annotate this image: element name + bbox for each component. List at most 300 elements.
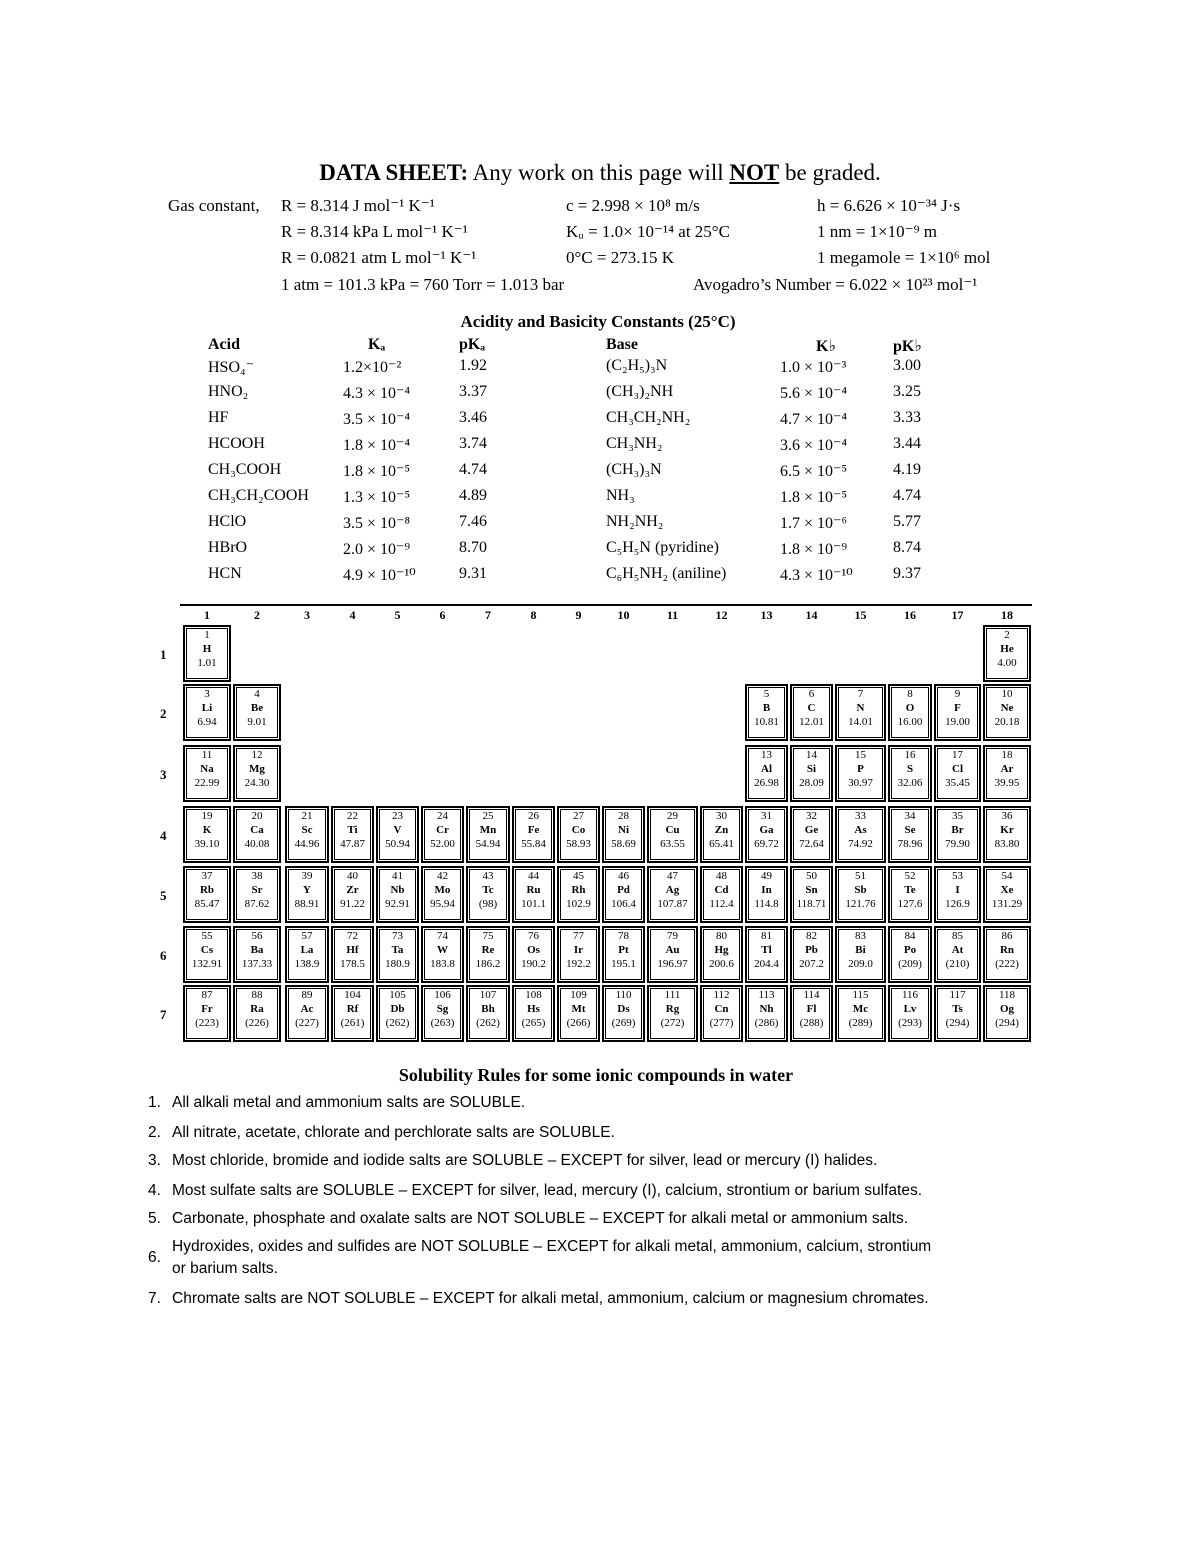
element-symbol: F [954,702,961,714]
period-label: 1 [160,647,167,662]
acid-base-ka: 2.0 × 10⁻⁹ [343,541,411,558]
atomic-mass: 63.55 [660,838,685,850]
element-cell [983,745,1031,802]
acid-base-pkb: 3.33 [893,409,921,426]
acid-base-ka: 1.2×10⁻² [343,359,402,376]
acid-base-pka: 4.89 [459,487,487,504]
atomic-mass: 195.1 [611,958,636,970]
atomic-mass: 114.8 [754,898,779,910]
group-label: 2 [254,608,260,622]
element-symbol: He [1000,643,1014,655]
acid-base-pkb: 4.74 [893,487,921,504]
atomic-mass: 183.8 [430,958,455,970]
atomic-mass: (294) [995,1017,1019,1029]
atomic-mass: 107.87 [657,898,688,910]
element-symbol: Te [904,884,916,896]
atomic-mass: 186.2 [475,958,501,970]
element-cell [983,625,1031,682]
acid-base-pkb: 8.74 [893,539,921,556]
element-symbol: Rb [199,884,215,896]
atomic-mass: 101.1 [521,898,546,910]
element-cell [285,926,329,983]
element-symbol: Se [904,824,916,836]
element-symbol: Na [200,763,214,775]
element-symbol: Rn [999,944,1015,956]
element-symbol: Cs [200,944,214,956]
atomic-number: 79 [667,930,678,942]
acid-base-base: NH₂NH₂ [606,513,664,530]
element-symbol: Mt [571,1003,586,1015]
rule-number: 1. [148,1094,161,1111]
element-cell [983,985,1031,1042]
rule-text: Most chloride, bromide and iodide salts are SOLUBLE – EXCEPT for silver, lead or mercury (I) halides. [172,1152,878,1169]
atomic-mass: 69.72 [754,838,779,850]
element-cell [183,745,231,802]
acid-base-pka: 3.46 [459,409,487,426]
acid-base-kb: 6.5 × 10⁻⁵ [780,463,848,480]
element-symbol: Sc [301,824,313,836]
element-symbol: Zr [346,884,359,896]
element-cell [983,926,1031,983]
acid-base-ka: 1.8 × 10⁻⁵ [343,463,411,480]
atomic-mass: 30.97 [848,777,873,789]
atomic-number: 54 [1001,870,1013,882]
element-symbol: Os [527,944,540,956]
atomic-number: 8 [907,688,913,700]
element-cell [331,866,374,923]
element-cell [700,985,743,1042]
element-cell [466,985,510,1042]
element-cell [835,866,886,923]
group-label: 4 [349,608,356,622]
atomic-number: 53 [952,870,963,882]
acid-base-ka: 1.3 × 10⁻⁵ [343,489,411,506]
acid-base-kb: 3.6 × 10⁻⁴ [780,437,848,454]
atomic-mass: 92.91 [385,898,410,910]
atomic-mass: (286) [754,1017,779,1029]
atomic-number: 23 [392,810,403,822]
element-symbol: Ar [1000,763,1014,775]
element-cell [512,866,555,923]
atomic-mass: (289) [848,1017,873,1029]
element-cell [888,866,932,923]
atomic-mass: 24.30 [244,777,270,789]
atomic-number: 2 [1004,629,1010,641]
atm-conversion: 1 atm = 101.3 kPa = 760 Torr = 1.013 bar [281,275,565,294]
solubility-title: Solubility Rules for some ionic compounds in water [398,1065,794,1085]
atomic-mass: 58.93 [566,838,591,850]
atomic-mass: 4.00 [997,657,1017,669]
rule-text: Chromate salts are NOT SOLUBLE – EXCEPT for alkali metal, ammonium, calcium or magnesium chromates. [172,1290,929,1307]
element-symbol: Si [806,763,817,775]
zero-celsius: 0°C = 273.15 K [566,248,675,267]
atomic-mass: 200.6 [709,958,734,970]
element-cell [512,985,555,1042]
element-cell [745,684,788,741]
element-cell [233,866,281,923]
atomic-number: 26 [528,810,539,822]
element-symbol: Cl [952,763,963,775]
atomic-number: 10 [1001,688,1013,700]
atomic-number: 56 [251,930,263,942]
element-cell [602,866,645,923]
atomic-mass: 88.91 [294,898,320,910]
atomic-number: 87 [201,989,213,1001]
element-cell [983,806,1031,863]
atomic-mass: 14.01 [848,716,873,728]
element-cell [376,866,419,923]
element-symbol: K [202,824,212,836]
acid-base-pkb: 9.37 [893,565,921,582]
gas-constant-label: Gas constant, [168,196,260,215]
atomic-mass: 95.94 [430,898,455,910]
atomic-number: 76 [528,930,539,942]
element-symbol: Re [481,944,495,956]
acid-base-pka: 4.74 [459,461,487,478]
atomic-mass: 192.2 [566,958,591,970]
rule-text: All alkali metal and ammonium salts are SOLUBLE. [172,1094,526,1111]
atomic-number: 107 [479,989,497,1001]
element-symbol: La [300,944,314,956]
period-label: 4 [160,828,167,843]
kb-header: K♭ [816,338,836,355]
element-cell [376,806,419,863]
atomic-mass: 196.97 [657,958,688,970]
element-symbol: Xe [1000,884,1014,896]
megamole: 1 megamole = 1×10⁶ mol [817,248,991,267]
group-label: 10 [617,608,630,622]
nanometer: 1 nm = 1×10⁻⁹ m [817,222,938,241]
element-symbol: Tc [482,884,494,896]
atomic-number: 83 [855,930,866,942]
element-cell [934,866,981,923]
element-symbol: Ne [1000,702,1014,714]
element-symbol: Ba [250,944,264,956]
element-symbol: Fr [201,1003,213,1015]
element-cell [285,806,329,863]
atomic-mass: 178.5 [340,958,365,970]
element-cell [331,926,374,983]
element-cell [376,926,419,983]
rule-text: Hydroxides, oxides and sulfides are NOT SOLUBLE – EXCEPT for alkali metal, ammonium, calcium, strontium [172,1238,932,1255]
atomic-mass: (272) [660,1017,685,1029]
atomic-number: 105 [389,989,406,1001]
acid-base-acid: HClO [208,513,247,530]
acid-base-pka: 3.74 [459,435,487,452]
element-symbol: Mo [434,884,451,896]
element-symbol: Rg [665,1003,680,1015]
element-cell [888,806,932,863]
atomic-number: 80 [716,930,727,942]
atomic-mass: 58.69 [611,838,636,850]
element-symbol: Pd [617,884,630,896]
element-cell [331,806,374,863]
atomic-number: 27 [573,810,584,822]
acid-base-pka: 9.31 [459,565,487,582]
element-symbol: Ca [250,824,264,836]
element-cell [934,806,981,863]
element-symbol: S [906,763,914,775]
element-cell [790,806,833,863]
element-symbol: Nb [390,884,405,896]
element-symbol: Fl [806,1003,817,1015]
element-symbol: Ni [618,824,629,836]
element-cell [466,866,510,923]
atomic-mass: 55.84 [521,838,546,850]
element-cell [888,684,932,741]
atomic-number: 36 [1001,810,1013,822]
element-cell [183,625,231,682]
atomic-mass: 39.10 [194,838,220,850]
atomic-mass: 91.22 [340,898,365,910]
element-symbol: Hf [346,944,359,956]
element-symbol: Mn [479,824,497,836]
atomic-number: 106 [434,989,451,1001]
element-symbol: Ir [573,944,584,956]
acid-base-kb: 1.0 × 10⁻³ [780,359,847,376]
element-cell [835,684,886,741]
period-label: 2 [160,706,167,721]
element-cell [466,926,510,983]
atomic-number: 117 [949,989,966,1001]
atomic-number: 55 [201,930,213,942]
atomic-mass: (266) [566,1017,591,1029]
page-title [0,160,1200,186]
atomic-number: 38 [251,870,263,882]
element-symbol: C [807,702,816,714]
acid-base-pka: 7.46 [459,513,487,530]
element-cell [183,926,231,983]
atomic-number: 78 [618,930,629,942]
atomic-number: 48 [716,870,727,882]
group-label: 17 [951,608,964,622]
atomic-mass: (227) [295,1017,319,1029]
group-label: 3 [304,608,310,622]
element-cell [888,745,932,802]
atomic-mass: 1.01 [197,657,217,669]
atomic-number: 50 [806,870,817,882]
atomic-number: 116 [901,989,919,1001]
element-cell [888,926,932,983]
element-symbol: Nh [759,1003,774,1015]
atomic-number: 88 [251,989,263,1001]
atomic-number: 81 [761,930,772,942]
acid-base-acid: HBrO [208,539,248,556]
element-symbol: O [905,702,915,714]
acid-base-pka: 1.92 [459,357,487,374]
element-symbol: Db [390,1003,405,1015]
atomic-number: 73 [392,930,403,942]
element-symbol: Be [250,702,264,714]
element-symbol: Al [761,763,772,775]
element-symbol: B [762,702,771,714]
element-symbol: Sn [805,884,818,896]
atomic-mass: 85.47 [194,898,220,910]
acid-base-kb: 4.7 × 10⁻⁴ [780,411,848,428]
atomic-number: 47 [667,870,678,882]
element-cell [790,866,833,923]
element-cell [790,684,833,741]
element-cell [602,926,645,983]
atomic-number: 28 [618,810,629,822]
element-symbol: Y [303,884,311,896]
atomic-number: 13 [761,749,772,761]
element-cell [421,926,464,983]
atomic-mass: 44.96 [294,838,320,850]
speed-of-light: c = 2.998 × 10⁸ m/s [566,196,700,215]
atomic-number: 20 [251,810,263,822]
element-symbol: Lv [903,1003,917,1015]
acid-base-pkb: 5.77 [893,513,921,530]
atomic-mass: 180.9 [385,958,410,970]
atomic-mass: (265) [521,1017,546,1029]
atomic-number: 77 [573,930,584,942]
acid-base-kb: 5.6 × 10⁻⁴ [780,385,848,402]
atomic-number: 5 [763,688,770,700]
atomic-number: 115 [852,989,869,1001]
atomic-number: 35 [952,810,963,822]
element-cell [983,684,1031,741]
atomic-number: 110 [615,989,632,1001]
acid-base-acid: HNO₂ [208,383,249,400]
acid-base-base: (CH₃)₃N [606,461,662,478]
element-cell [934,985,981,1042]
title-label: DATA SHEET: [319,160,469,185]
element-symbol: Sg [436,1003,449,1015]
element-symbol: Bh [481,1003,495,1015]
element-cell [466,806,510,863]
element-symbol: Po [903,944,917,956]
period-label: 6 [160,948,167,963]
acid-base-base: C₆H₅NH₂ (aniline) [606,565,727,582]
atomic-mass: 209.0 [848,958,873,970]
element-cell [745,926,788,983]
base-header: Base [606,336,638,353]
element-cell [700,866,743,923]
atomic-mass: 127.6 [897,898,923,910]
element-symbol: Ra [250,1003,264,1015]
atomic-number: 84 [904,930,916,942]
element-symbol: Ts [952,1003,963,1015]
atomic-number: 17 [952,749,963,761]
element-cell [233,926,281,983]
acid-base-pka: 3.37 [459,383,487,400]
atomic-number: 18 [1001,749,1013,761]
atomic-number: 52 [904,870,916,882]
element-symbol: V [393,824,402,836]
rule-number: 7. [148,1290,161,1307]
acid-base-pkb: 3.00 [893,357,921,374]
atomic-mass: (288) [799,1017,824,1029]
element-cell [285,985,329,1042]
atomic-mass: 16.00 [897,716,923,728]
element-cell [647,985,698,1042]
element-cell [557,985,600,1042]
atomic-mass: 39.95 [994,777,1020,789]
element-cell [183,684,231,741]
atomic-mass: 19.00 [945,716,970,728]
atomic-number: 1 [204,629,210,641]
atomic-number: 29 [667,810,678,822]
atomic-number: 4 [254,688,260,700]
element-symbol: Rh [571,884,586,896]
atomic-number: 104 [344,989,361,1001]
period-label: 3 [160,767,167,782]
element-cell [557,866,600,923]
acid-base-kb: 1.8 × 10⁻⁵ [780,489,848,506]
atomic-mass: 87.62 [244,898,270,910]
atomic-number: 25 [482,810,494,822]
atomic-number: 44 [528,870,539,882]
acid-base-base: CH₃CH₂NH₂ [606,409,691,426]
atomic-number: 118 [998,989,1016,1001]
element-symbol: Og [999,1003,1015,1015]
group-label: 9 [575,608,582,622]
atomic-number: 14 [806,749,817,761]
element-cell [835,985,886,1042]
atomic-mass: 47.87 [340,838,365,850]
atomic-number: 72 [347,930,358,942]
acid-base-base: (CH₃)₂NH [606,383,674,400]
group-label: 1 [204,608,210,622]
element-cell [183,985,231,1042]
element-symbol: Rf [346,1003,359,1015]
element-symbol: Co [571,824,586,836]
title-end: be graded. [785,160,881,185]
element-symbol: Fe [527,824,540,836]
element-symbol: Ru [526,884,541,896]
element-cell [934,684,981,741]
atomic-mass: 26.98 [754,777,779,789]
atomic-number: 42 [437,870,448,882]
element-cell [745,866,788,923]
atomic-number: 108 [525,989,542,1001]
element-cell [790,926,833,983]
atomic-mass: (223) [195,1017,219,1029]
atomic-mass: (263) [430,1017,455,1029]
element-cell [512,926,555,983]
atomic-number: 12 [251,749,263,761]
element-symbol: N [856,702,865,714]
atomic-mass: 20.18 [994,716,1020,728]
acid-base-ka: 4.3 × 10⁻⁴ [343,385,411,402]
atomic-mass: 52.00 [430,838,455,850]
acid-header: Acid [208,336,240,353]
acid-base-acid: HCN [208,565,242,582]
element-cell [835,745,886,802]
rule-text: Carbonate, phosphate and oxalate salts are NOT SOLUBLE – EXCEPT for alkali metal or ammonium salts. [172,1210,909,1227]
element-cell [790,745,833,802]
acid-base-base: C₅H₅N (pyridine) [606,539,719,556]
element-symbol: Kr [1000,824,1014,836]
rule-number: 3. [148,1152,161,1169]
atomic-number: 19 [201,810,213,822]
rule-text: Most sulfate salts are SOLUBLE – EXCEPT for silver, lead, mercury (I), calcium, strontium or barium sulfates. [172,1182,922,1199]
atomic-mass: 32.06 [897,777,923,789]
group-label: 18 [1001,608,1013,622]
atomic-number: 7 [857,688,864,700]
atomic-number: 41 [392,870,403,882]
ka-header: Kₐ [368,336,386,353]
element-symbol: Ag [665,884,680,896]
atomic-number: 49 [761,870,772,882]
element-symbol: Ds [617,1003,630,1015]
element-symbol: Au [665,944,680,956]
group-label: 16 [904,608,916,622]
element-symbol: Ti [347,824,358,836]
element-cell [700,926,743,983]
acid-base-acid: HCOOH [208,435,265,452]
